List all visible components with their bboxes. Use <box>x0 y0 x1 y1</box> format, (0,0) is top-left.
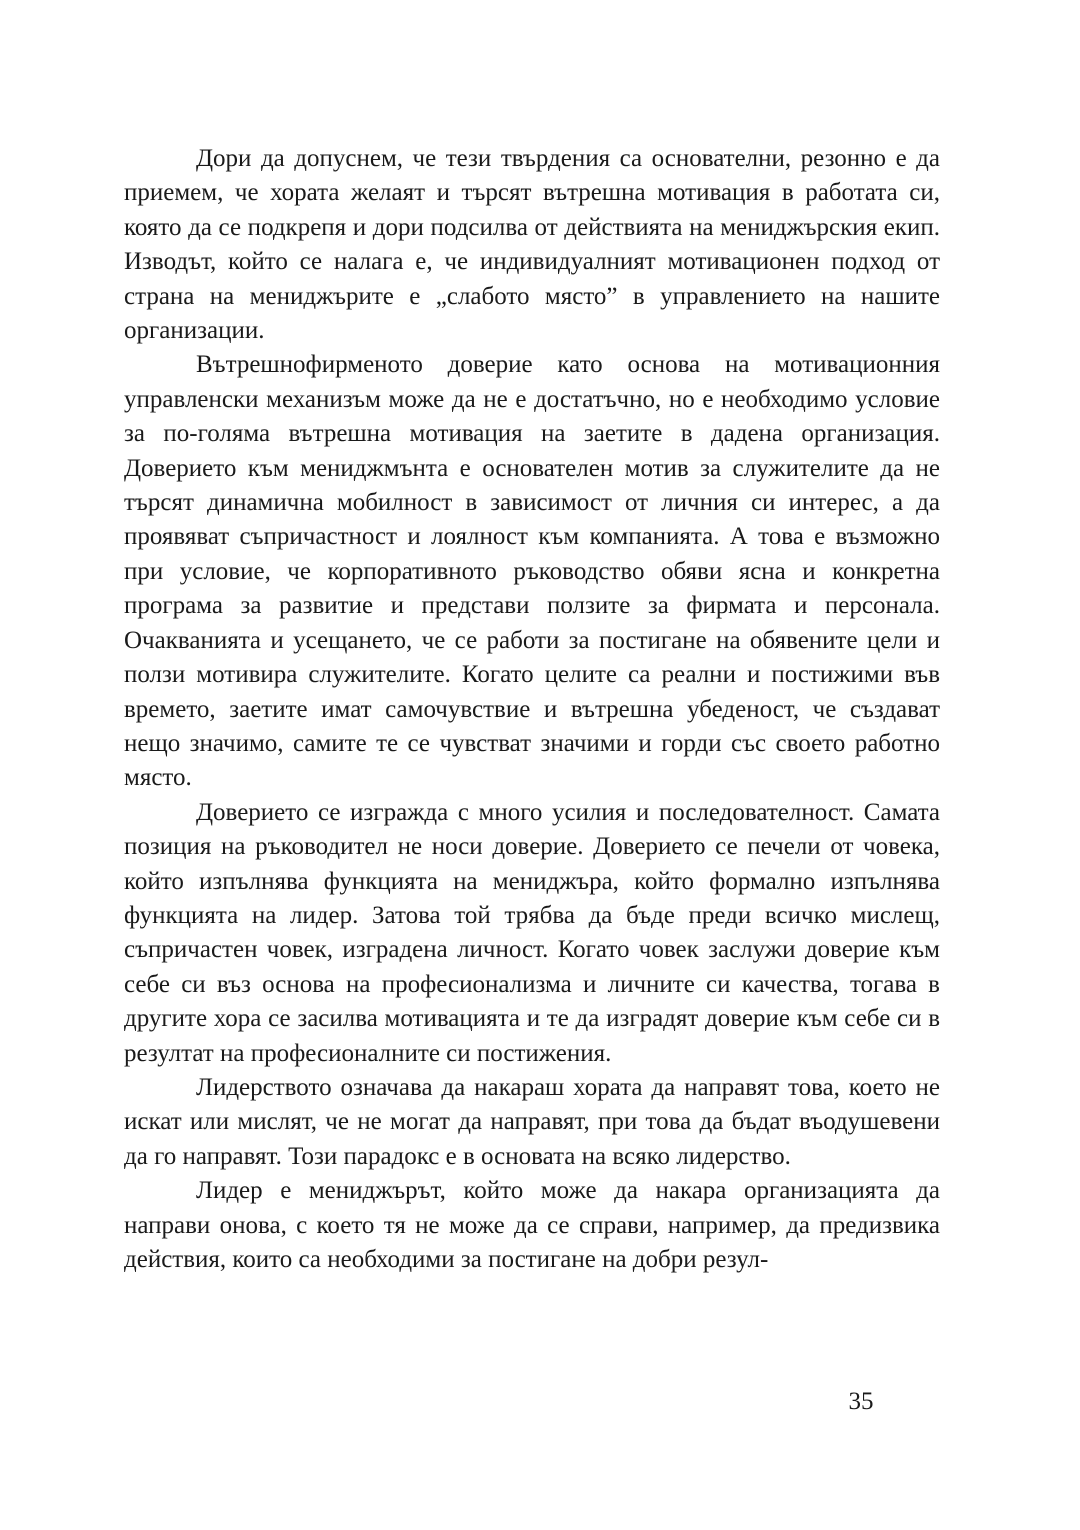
body-text <box>124 142 940 1277</box>
paragraph-4: Лидерството означава да накараш хората да направят това, което не искат или мислят, че не могат да направят, при това да бъдат въодушевени да го направят. Този парадокс е в основата на всяко лидерство. <box>124 1073 940 1170</box>
paragraph-1: Дори да допуснем, че тези твърдения са основателни, резонно е да приемем, че хората желаят и търсят вътрешна мотивация в работата си, която да се подкрепя и дори подсилва от действията на мениджърския екип. Изводът, който се налага е, че индивидуалният мотивационен подход от страна на мениджърите е „слабото място” в управлението на нашите организации. <box>124 145 940 345</box>
page-number: 35 <box>848 1388 874 1415</box>
paragraph-5: Лидер е мениджърът, който може да накара организацията да направи онова, с което тя не може да се справи, например, да предизвика действия, които са необходими за постигане на добри резул- <box>124 1177 940 1273</box>
paragraph-2: Вътрешнофирменото доверие като основа на мотивационния управленски механизъм може да не е достатъчно, но е необходимо условие за по-голяма вътрешна мотивация на заетите в дадена организация. Доверието към мениджмънта е основателен мотив за служителите да не търсят динамична мобилност в зависимост от личния си интерес, а да проявяват съпричастност и лоялност към компанията. А това е възможно при условие, че корпоративното ръководство обяви ясна и конкретна програма за развитие и представи ползите за фирмата и персонала. Очакванията и усещането, че се работи за постигане на обявените цели и ползи мотивира служителите. Когато целите са реални и постижими във времето, заетите имат самочувствие и вътрешна убеденост, че създават нещо значимо, самите те се чувстват значими и горди със своето работно място. <box>124 351 940 792</box>
paragraph-3: Доверието се изгражда с много усилия и последователност. Самата позиция на ръководител не носи доверие. Доверието се печели от човека, който изпълнява функцията на мениджъра, който формално изпълнява функцията на лидер. Затова той трябва да бъде преди всичко мислещ, съпричастен човек, изградена личност. Когато човек заслужи доверие към себе си въз основа на професионализма и личните си качества, тогава в другите хора се засилва мотивацията и те да изградят доверие към себе си в резултат на професионалните си постижения. <box>124 798 940 1067</box>
